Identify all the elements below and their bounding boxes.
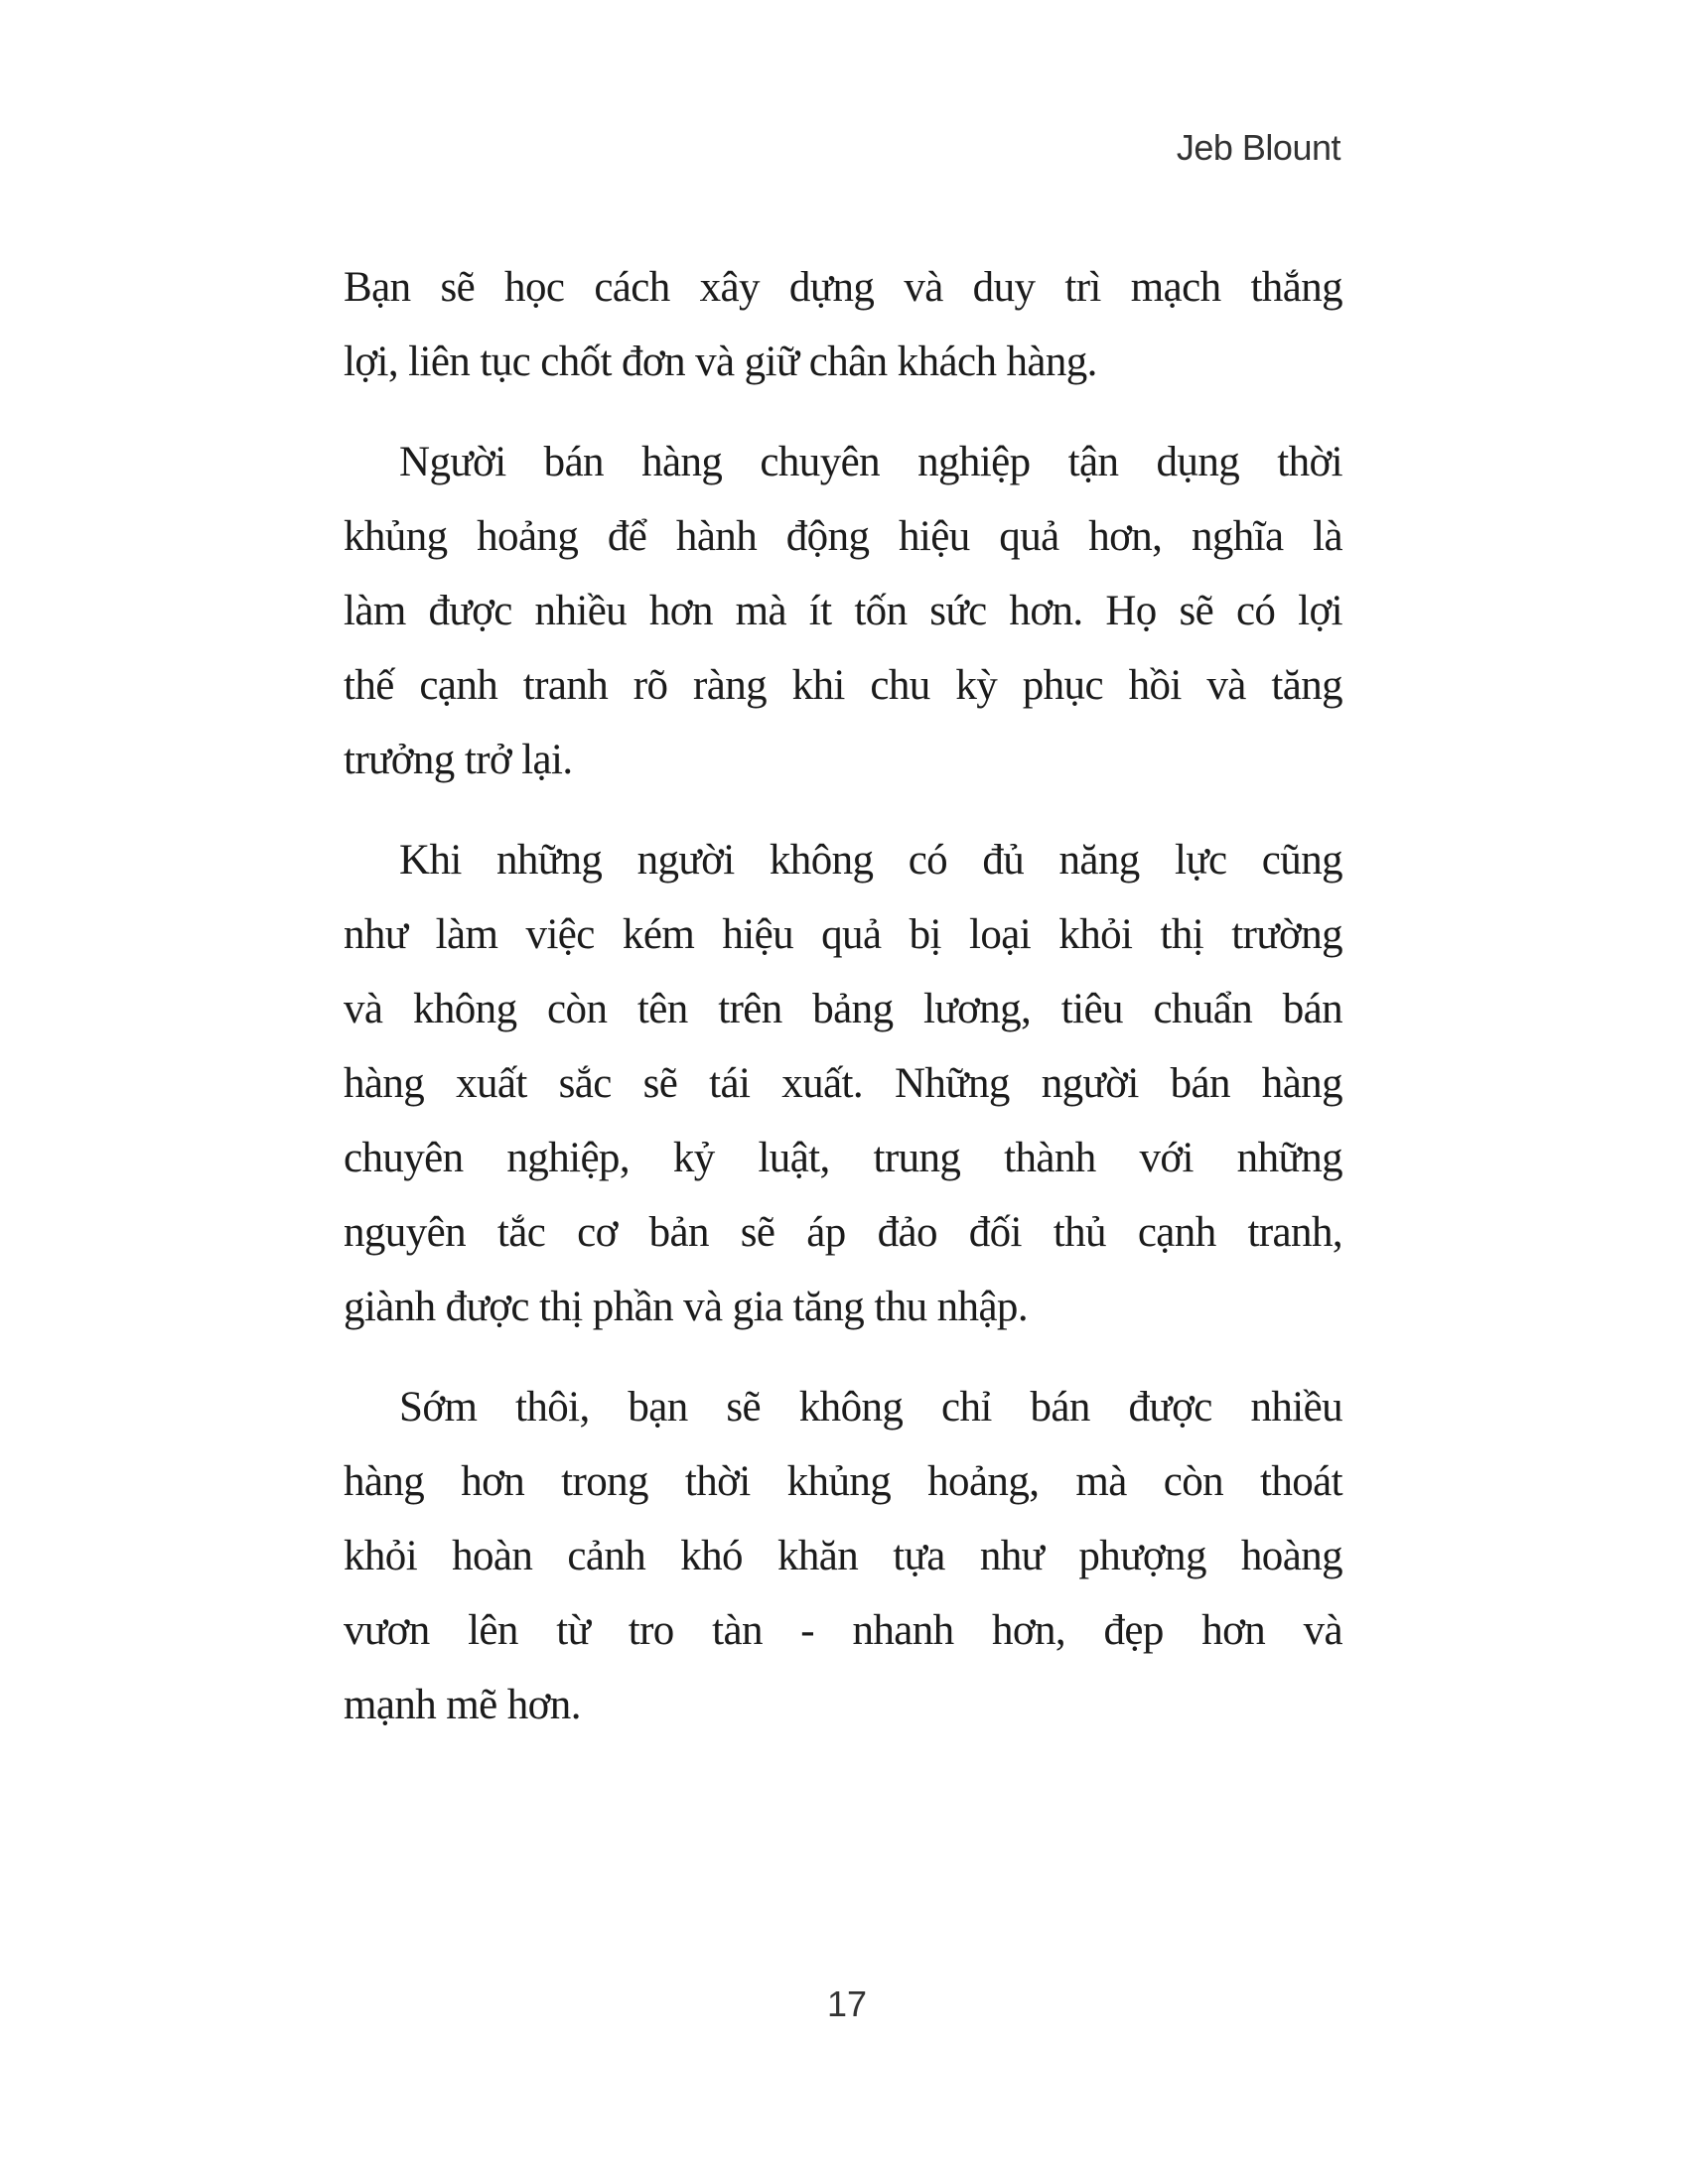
running-header-author: Jeb Blount: [1176, 127, 1340, 168]
text-line: thế cạnh tranh rõ ràng khi chu kỳ phục hồi và tăng: [344, 662, 1342, 709]
text-line: Bạn sẽ học cách xây dựng và duy trì mạch thắng: [344, 264, 1342, 311]
text-line: như làm việc kém hiệu quả bị loại khỏi thị trường: [344, 911, 1342, 958]
text-line: nguyên tắc cơ bản sẽ áp đảo đối thủ cạnh tranh,: [344, 1209, 1342, 1256]
paragraph: [344, 1380, 1342, 1752]
text-line: chuyên nghiệp, kỷ luật, trung thành với những: [344, 1135, 1342, 1181]
text-line: lợi, liên tục chốt đơn và giữ chân khách hàng.: [344, 339, 1097, 385]
paragraph: [344, 833, 1342, 1354]
text-line: và không còn tên trên bảng lương, tiêu chuẩn bán: [344, 986, 1342, 1032]
paragraph: [344, 435, 1342, 807]
text-line: trưởng trở lại.: [344, 737, 573, 783]
text-line: Khi những người không có đủ năng lực cũng: [399, 837, 1342, 884]
text-line: hàng hơn trong thời khủng hoảng, mà còn thoát: [344, 1458, 1342, 1505]
text-line: mạnh mẽ hơn.: [344, 1682, 581, 1728]
page-number: 17: [826, 1983, 868, 2024]
text-line: hàng xuất sắc sẽ tái xuất. Những người bán hàng: [344, 1060, 1342, 1107]
text-line: Sớm thôi, bạn sẽ không chỉ bán được nhiều: [399, 1384, 1342, 1431]
text-line: vươn lên từ tro tàn - nhanh hơn, đẹp hơn và: [344, 1607, 1342, 1654]
paragraph: [344, 260, 1342, 409]
body-text: [344, 260, 1342, 1778]
text-line: làm được nhiều hơn mà ít tốn sức hơn. Họ sẽ có lợi: [344, 588, 1342, 634]
text-line: giành được thị phần và gia tăng thu nhập.: [344, 1284, 1028, 1330]
text-line: khỏi hoàn cảnh khó khăn tựa như phượng hoàng: [344, 1533, 1342, 1579]
text-line: Người bán hàng chuyên nghiệp tận dụng thời: [399, 439, 1342, 485]
text-line: khủng hoảng để hành động hiệu quả hơn, nghĩa là: [344, 513, 1342, 560]
